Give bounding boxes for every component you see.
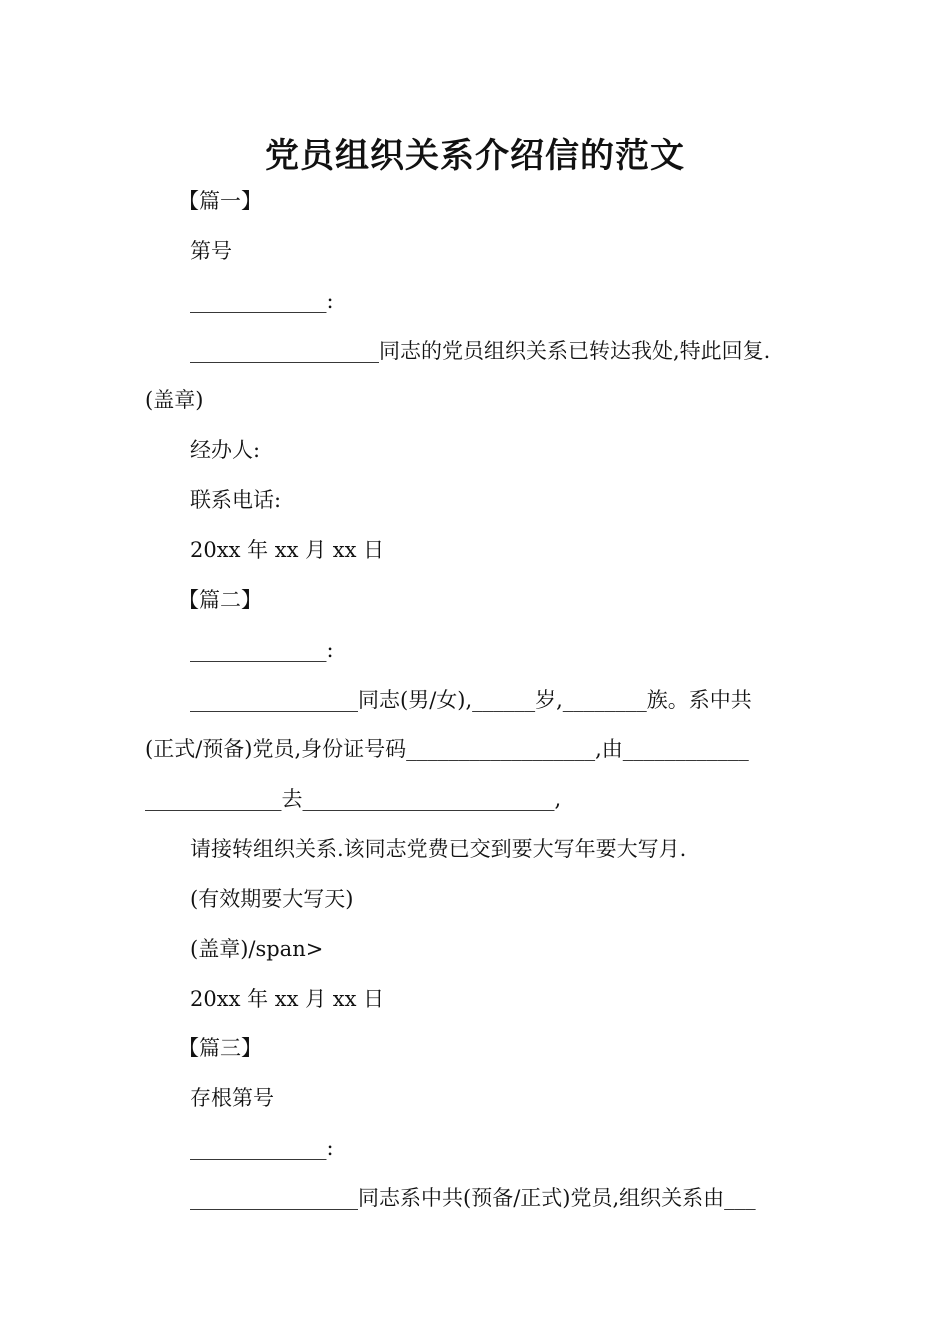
text-line: 经办人: <box>190 438 261 462</box>
blank-line: _____________: <box>190 289 334 313</box>
text-line: (正式/预备)党员,身份证号码__________________,由____________ <box>145 737 749 761</box>
document-title: 党员组织关系介绍信的范文 <box>265 136 685 176</box>
date-line: 20xx 年 xx 月 xx 日 <box>190 538 385 562</box>
section-heading-1: 【篇一】 <box>178 189 262 213</box>
text-line: ________________同志(男/女),______岁,________族。系中共 <box>190 688 752 712</box>
text-line: (盖章)/span> <box>190 937 324 961</box>
text-line: 联系电话: <box>190 488 282 512</box>
section-heading-3: 【篇三】 <box>178 1036 262 1060</box>
text-line: 第号 <box>190 239 232 263</box>
text-line: 存根第号 <box>190 1086 274 1110</box>
text-line: __________________同志的党员组织关系已转达我处,特此回复. <box>190 339 771 363</box>
text-line: ________________同志系中共(预备/正式)党员,组织关系由___ <box>190 1186 756 1210</box>
section-heading-2: 【篇二】 <box>178 588 262 612</box>
text-line: 请接转组织关系.该同志党费已交到要大写年要大写月. <box>190 837 687 861</box>
text-line: _____________去________________________, <box>145 787 562 811</box>
date-line: 20xx 年 xx 月 xx 日 <box>190 987 385 1011</box>
blank-line: _____________: <box>190 1136 334 1160</box>
text-line: (盖章) <box>145 388 204 412</box>
text-line: (有效期要大写天) <box>190 887 354 911</box>
blank-line: _____________: <box>190 638 334 662</box>
